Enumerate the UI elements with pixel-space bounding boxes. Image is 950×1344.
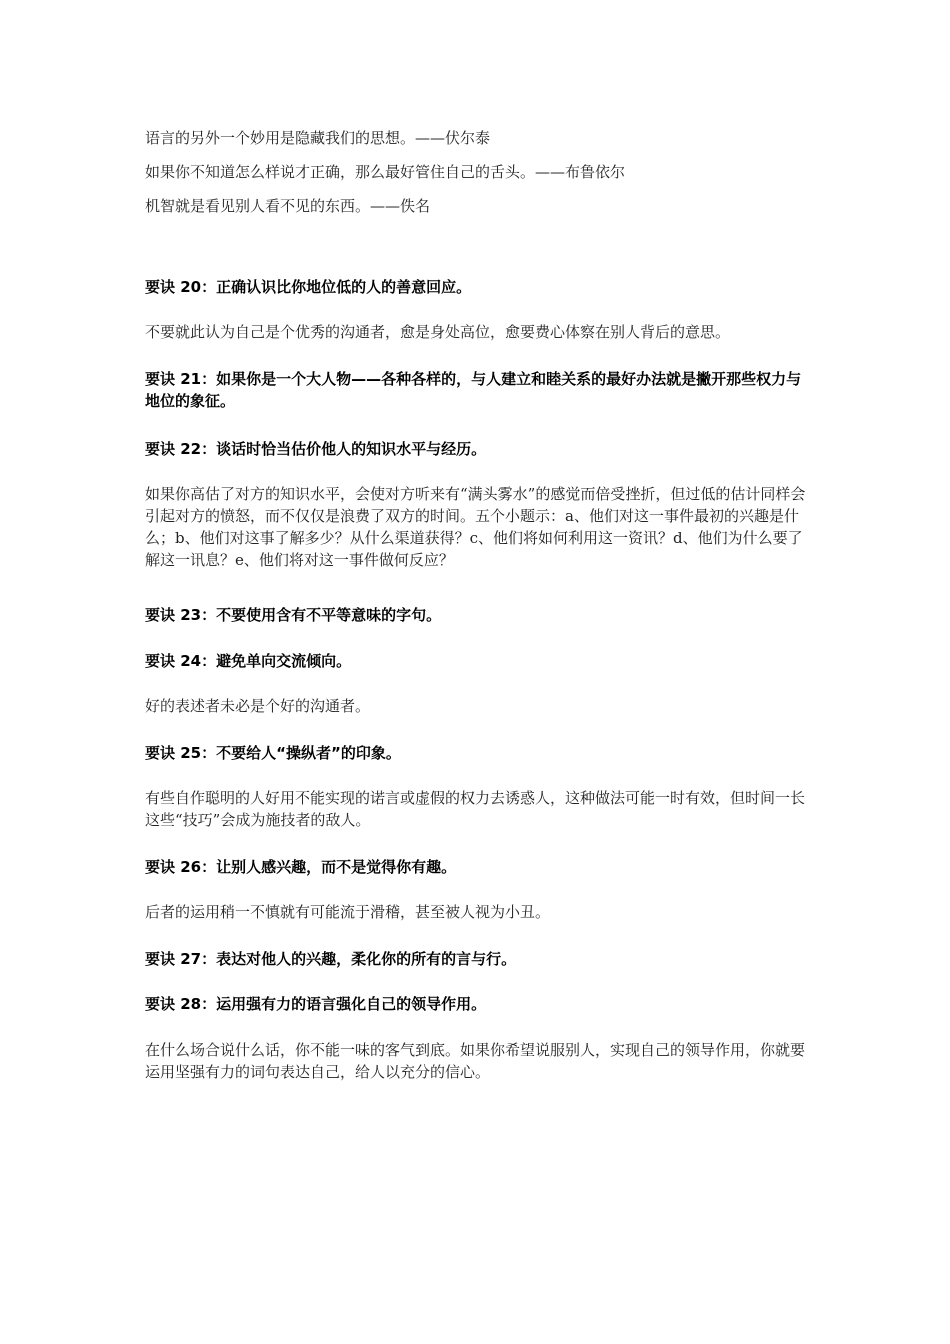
tip-26-body: 后者的运用稍一不慎就有可能流于滑稽，甚至被人视为小丑。 bbox=[145, 903, 551, 921]
tip-21-heading: 要诀 21：如果你是一个大人物——各种各样的，与人建立和睦关系的最好办法就是撇开那些权力与地位的象征。 bbox=[145, 370, 802, 410]
tip-24-heading: 要诀 24：避免单向交流倾向。 bbox=[145, 652, 352, 670]
tip-26-heading: 要诀 26：让别人感兴趣，而不是觉得你有趣。 bbox=[145, 858, 457, 876]
tip-25-heading: 要诀 25：不要给人“操纵者”的印象。 bbox=[145, 744, 401, 762]
tip-20-body: 不要就此认为自己是个优秀的沟通者，愈是身处高位，愈要费心体察在别人背后的意思。 bbox=[145, 323, 731, 341]
quote-voltaire: 语言的另外一个妙用是隐藏我们的思想。——伏尔泰 bbox=[145, 129, 491, 147]
quote-anonymous: 机智就是看见别人看不见的东西。——佚名 bbox=[145, 197, 431, 215]
tip-25-body: 有些自作聪明的人好用不能实现的诺言或虚假的权力去诱惑人，这种做法可能一时有效，但时间一长这些“技巧”会成为施技者的敌人。 bbox=[145, 789, 806, 829]
tip-27-heading: 要诀 27：表达对他人的兴趣，柔化你的所有的言与行。 bbox=[145, 950, 517, 968]
tip-28-heading: 要诀 28：运用强有力的语言强化自己的领导作用。 bbox=[145, 995, 487, 1013]
tip-24-body: 好的表述者未必是个好的沟通者。 bbox=[145, 697, 371, 715]
tip-22-body: 如果你高估了对方的知识水平，会使对方听来有“满头雾水”的感觉而倍受挫折，但过低的估计同样会引起对方的愤怒，而不仅仅是浪费了双方的时间。五个小题示：a、他们对这一事件最初的兴趣是什么；b、他们对这事了解多少？从什么渠道获得？c、他们将如何利用这一资讯？d、他们为什么要了解这一讯息？e、他们将对这一事件做何反应？ bbox=[145, 485, 806, 569]
quote-bruyere: 如果你不知道怎么样说才正确，那么最好管住自己的舌头。——布鲁依尔 bbox=[145, 163, 626, 181]
tip-22-heading: 要诀 22：谈话时恰当估价他人的知识水平与经历。 bbox=[145, 440, 487, 458]
tip-23-heading: 要诀 23：不要使用含有不平等意味的字句。 bbox=[145, 606, 442, 624]
tip-20-heading: 要诀 20：正确认识比你地位低的人的善意回应。 bbox=[145, 278, 472, 296]
tip-28-body: 在什么场合说什么话，你不能一味的客气到底。如果你希望说服别人，实现自己的领导作用，你就要运用坚强有力的词句表达自己，给人以充分的信心。 bbox=[145, 1041, 806, 1081]
